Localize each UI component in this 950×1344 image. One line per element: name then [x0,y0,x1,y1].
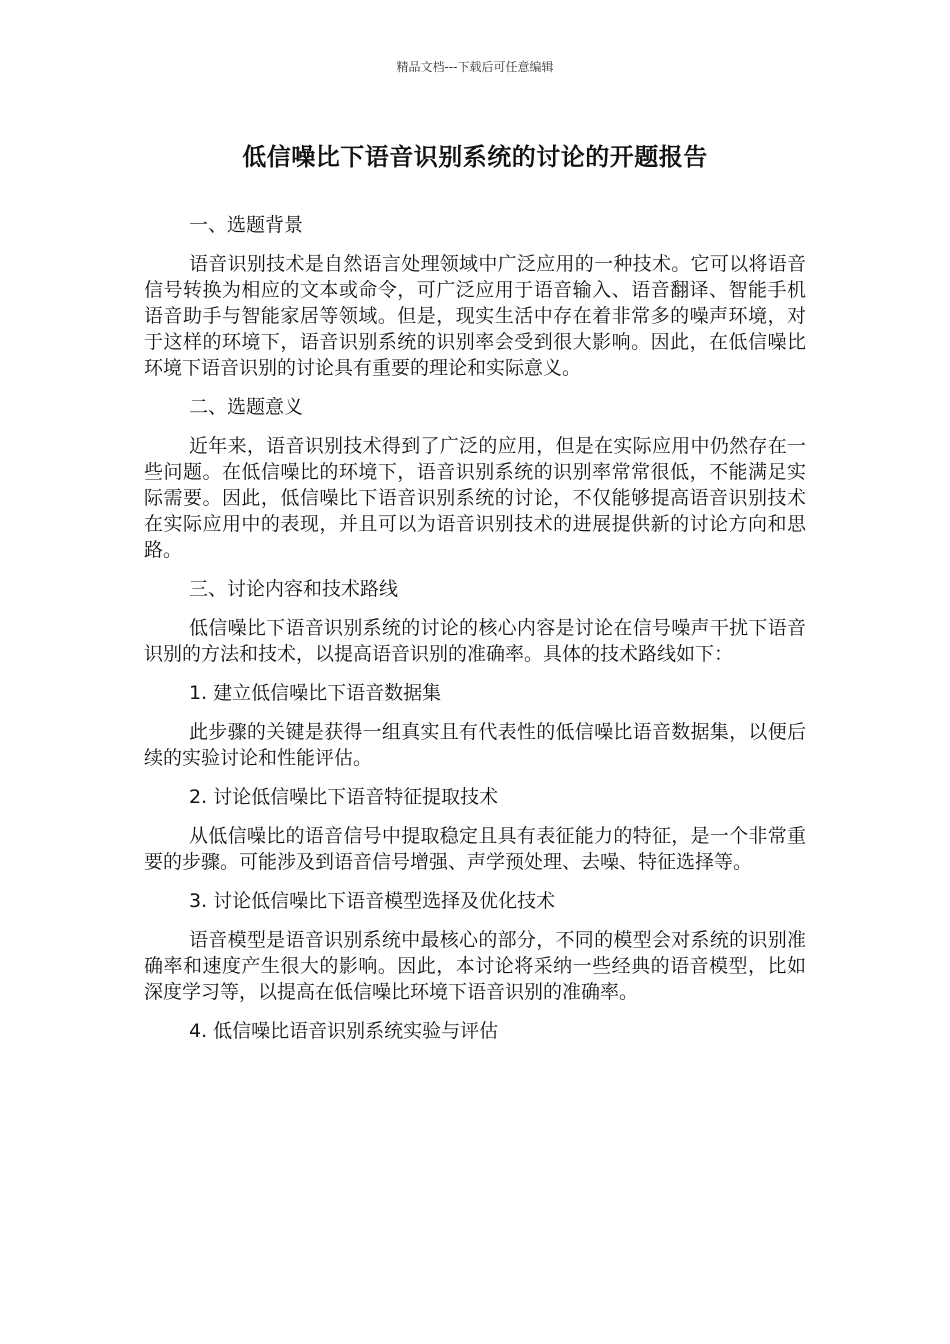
paragraph-step-3: 语音模型是语音识别系统中最核心的部分，不同的模型会对系统的识别准确率和速度产生很大的影响。因此，本讨论将采纳一些经典的语音模型，比如深度学习等，以提高在低信噪比环境下语音识别的准确率。 [144,929,806,1003]
paragraph-significance: 近年来，语音识别技术得到了广泛的应用，但是在实际应用中仍然存在一些问题。在低信噪比的环境下，语音识别系统的识别率常常很低，不能满足实际需要。因此，低信噪比下语音识别系统的讨论，不仅能够提高语音识别技术在实际应用中的表现，并且可以为语音识别技术的进展提供新的讨论方向和思路。 [144,435,806,561]
paragraph-step-2: 从低信噪比的语音信号中提取稳定且具有表征能力的特征，是一个非常重要的步骤。可能涉及到语音信号增强、声学预处理、去噪、特征选择等。 [144,825,806,873]
step-heading-4: 4. 低信噪比语音识别系统实验与评估 [189,1020,499,1042]
paragraph-background: 语音识别技术是自然语言处理领域中广泛应用的一种技术。它可以将语音信号转换为相应的文本或命令，可广泛应用于语音输入、语音翻译、智能手机语音助手与智能家居等领域。但是，现实生活中存在着非常多的噪声环境，对于这样的环境下，语音识别系统的识别率会受到很大影响。因此，在低信噪比环境下语音识别的讨论具有重要的理论和实际意义。 [144,253,806,379]
step-heading-3: 3. 讨论低信噪比下语音模型选择及优化技术 [189,890,556,912]
document-body [144,212,806,1057]
paragraph-step-1: 此步骤的关键是获得一组真实且有代表性的低信噪比语音数据集，以便后续的实验讨论和性能评估。 [144,721,806,769]
step-heading-2: 2. 讨论低信噪比下语音特征提取技术 [189,786,499,808]
section-heading-background: 一、选题背景 [189,214,304,236]
section-heading-content-route: 三、讨论内容和技术路线 [189,578,399,600]
header-note: 精品文档---下载后可任意编辑 [396,60,554,74]
step-heading-1: 1. 建立低信噪比下语音数据集 [189,682,442,704]
paragraph-content-route: 低信噪比下语音识别系统的讨论的核心内容是讨论在信号噪声干扰下语音识别的方法和技术，以提高语音识别的准确率。具体的技术路线如下： [144,617,806,665]
section-heading-significance: 二、选题意义 [189,396,304,418]
document-title: 低信噪比下语音识别系统的讨论的开题报告 [242,143,708,171]
